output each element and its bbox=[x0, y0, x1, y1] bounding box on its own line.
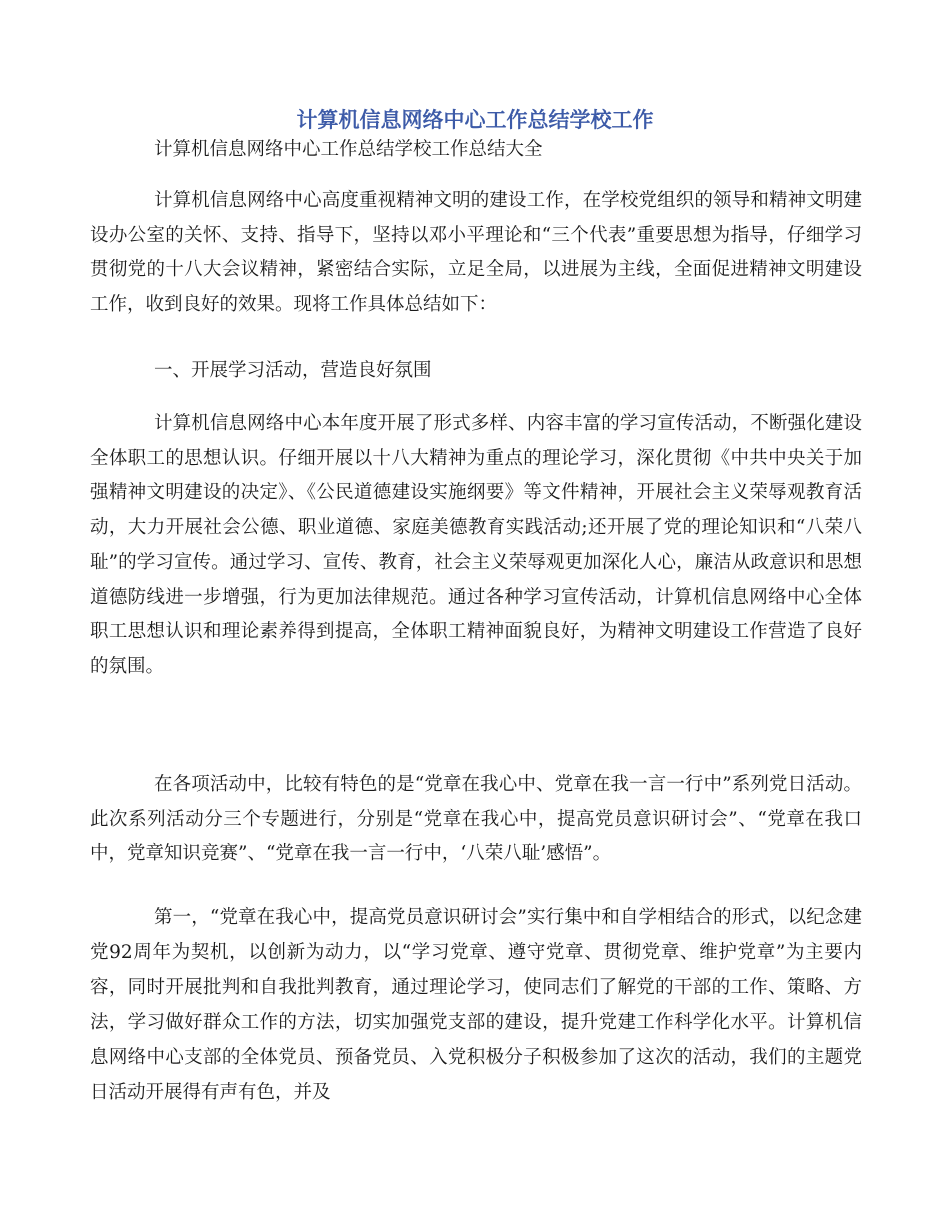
paragraph-first-topic: 第一，“党章在我心中，提高党员意识研讨会”实行集中和自学相结合的形式，以纪念建党92周年为契机，以创新为动力，以“学习党章、遵守党章、贯彻党章、维护党章”为主要内容，同时开展批判和自我批判教育，通过理论学习，使同志们了解党的干部的工作、策略、方法，学习做好群众工作的方法，切实加强党支部的建设，提升党建工作科学化水平。计算机信息网络中心支部的全体党员、预备党员、入党积极分子积极参加了这次的活动，我们的主题党日活动开展得有声有色，并及 bbox=[90, 907, 862, 1103]
document-subtitle: 计算机信息网络中心工作总结学校工作总结大全 bbox=[154, 139, 543, 160]
paragraph-study-activities: 计算机信息网络中心本年度开展了形式多样、内容丰富的学习宣传活动，不断强化建设全体职工的思想认识。仔细开展以十八大精神为重点的理论学习，深化贯彻《中共中央关于加强精神文明建设的决定》、《公民道德建设实施纲要》等文件精神，开展社会主义荣辱观教育活动，大力开展社会公德、职业道德、家庭美德教育实践活动;还开展了党的理论知识和“八荣八耻”的学习宣传。通过学习、宣传、教育，社会主义荣辱观更加深化人心，廉洁从政意识和思想道德防线进一步增强，行为更加法律规范。通过各种学习宣传活动，计算机信息网络中心全体职工思想认识和理论素养得到提高，全体职工精神面貌良好，为精神文明建设工作营造了良好的氛围。 bbox=[90, 413, 862, 677]
document-title: 计算机信息网络中心工作总结学校工作 bbox=[296, 108, 654, 132]
paragraph-party-day: 在各项活动中，比较有特色的是“党章在我心中、党章在我一言一行中”系列党日活动。此次系列活动分三个专题进行，分别是“党章在我心中，提高党员意识研讨会”、“党章在我口中，党章知识竞赛”、“党章在我一言一行中，‘八荣八耻’感悟”。 bbox=[90, 774, 862, 864]
section-heading-1: 一、开展学习活动，营造良好氛围 bbox=[154, 360, 432, 381]
paragraph-intro: 计算机信息网络中心高度重视精神文明的建设工作，在学校党组织的领导和精神文明建设办公室的关怀、支持、指导下，坚持以邓小平理论和“三个代表”重要思想为指导，仔细学习贯彻党的十八大会议精神，紧密结合实际，立足全局，以进展为主线，全面促进精神文明建设工作，收到良好的效果。现将工作具体总结如下： bbox=[90, 190, 862, 315]
